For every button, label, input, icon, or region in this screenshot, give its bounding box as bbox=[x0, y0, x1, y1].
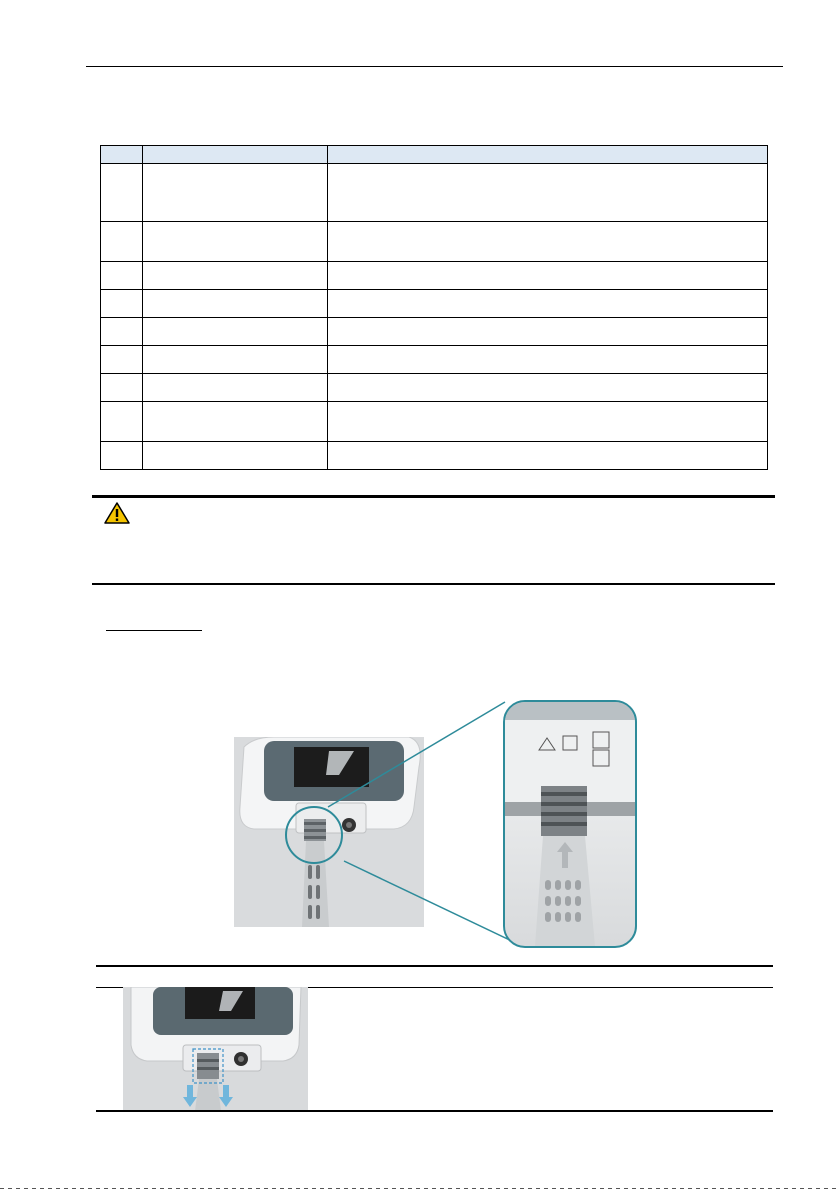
table-cell bbox=[328, 442, 768, 470]
warning-top-rule bbox=[92, 495, 775, 498]
table-cell bbox=[328, 318, 768, 346]
table-cell bbox=[143, 222, 328, 262]
step-table-top-rule bbox=[96, 965, 773, 967]
table-row bbox=[101, 262, 768, 290]
warning-triangle-icon bbox=[104, 502, 130, 524]
header-description bbox=[328, 146, 768, 164]
section-heading-underline bbox=[106, 630, 202, 631]
table-cell bbox=[143, 164, 328, 222]
table-row bbox=[101, 374, 768, 402]
table-cell bbox=[101, 262, 143, 290]
table-cell bbox=[101, 402, 143, 442]
spec-table bbox=[100, 145, 768, 470]
footer-dotted-rule bbox=[0, 1188, 840, 1189]
table-cell bbox=[143, 346, 328, 374]
header-no bbox=[101, 146, 143, 164]
table-row bbox=[101, 346, 768, 374]
table-cell bbox=[328, 346, 768, 374]
table-cell bbox=[101, 442, 143, 470]
table-cell bbox=[101, 346, 143, 374]
table-header-row bbox=[101, 146, 768, 164]
table-row bbox=[101, 318, 768, 346]
table-row bbox=[101, 222, 768, 262]
step-table-bottom-rule bbox=[96, 1110, 773, 1112]
table-cell bbox=[328, 222, 768, 262]
table-cell bbox=[101, 374, 143, 402]
table-cell bbox=[143, 318, 328, 346]
disconnect-step-photo bbox=[123, 987, 308, 1111]
table-cell bbox=[328, 374, 768, 402]
table-cell bbox=[328, 164, 768, 222]
table-cell bbox=[328, 262, 768, 290]
table-row bbox=[101, 290, 768, 318]
table-cell bbox=[143, 262, 328, 290]
table-cell bbox=[101, 164, 143, 222]
warning-bottom-rule bbox=[92, 583, 775, 585]
table-cell bbox=[143, 290, 328, 318]
table-cell bbox=[328, 290, 768, 318]
header-item bbox=[143, 146, 328, 164]
table-cell bbox=[101, 222, 143, 262]
table-cell bbox=[101, 290, 143, 318]
table-cell bbox=[143, 402, 328, 442]
table-cell bbox=[143, 442, 328, 470]
table-row bbox=[101, 442, 768, 470]
connector-zoom-photo bbox=[503, 700, 637, 948]
table-row bbox=[101, 402, 768, 442]
table-cell bbox=[101, 318, 143, 346]
table-row bbox=[101, 164, 768, 222]
table-cell bbox=[328, 402, 768, 442]
table-cell bbox=[143, 374, 328, 402]
header-rule bbox=[86, 66, 783, 67]
